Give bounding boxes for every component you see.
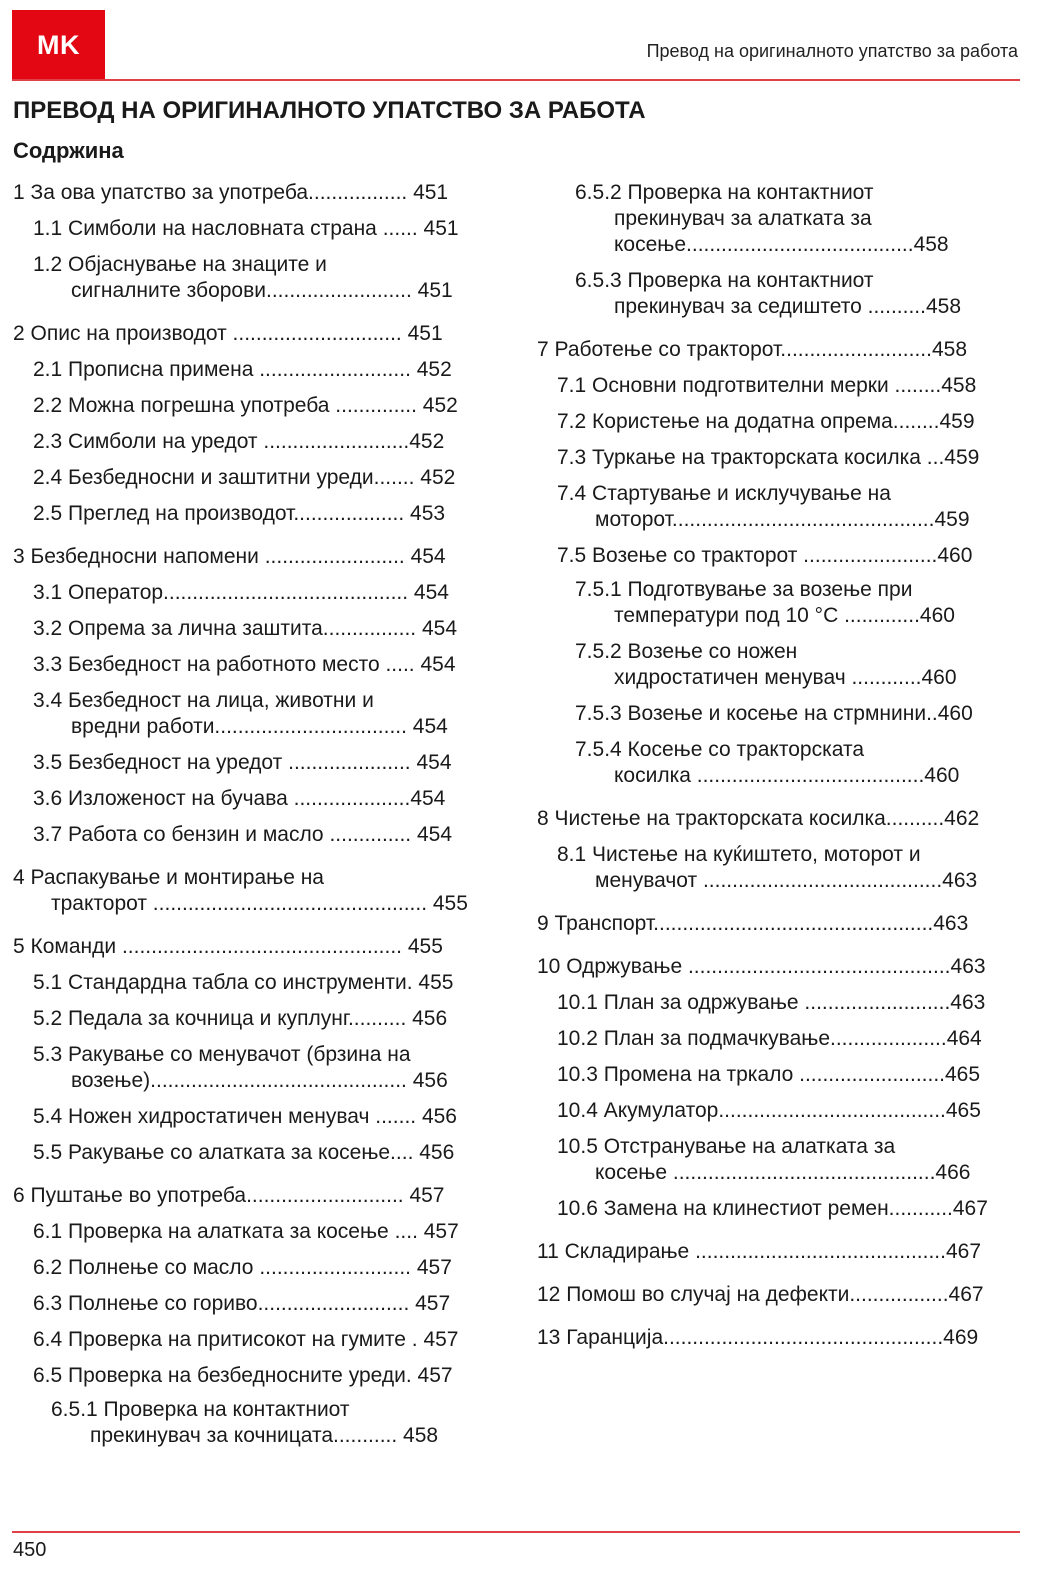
toc-entry[interactable] xyxy=(13,786,503,812)
toc-entry[interactable] xyxy=(13,750,503,776)
toc-entry-label: 6 Пуштање во употреба........................... 457 xyxy=(13,1184,445,1207)
toc-entry-label: 7.4 Стартување и исклучување на xyxy=(557,482,891,505)
toc-entry[interactable] xyxy=(13,465,503,491)
toc-entry-label: 7.5.1 Подготвување за возење при xyxy=(575,578,913,601)
toc-entry-label: 1 За ова упатство за употреба................. 451 xyxy=(13,181,449,204)
toc-entry[interactable] xyxy=(13,252,503,304)
toc-entry-continuation: прекинувач за алатката за xyxy=(614,207,872,230)
toc-entry[interactable] xyxy=(537,911,1027,937)
toc-entry[interactable] xyxy=(537,577,1027,629)
toc-entry[interactable] xyxy=(13,1104,503,1130)
toc-entry-label: 13 Гаранција................................................469 xyxy=(537,1326,979,1349)
toc-entry[interactable] xyxy=(13,1327,503,1353)
toc-entry-label: 7.5.4 Косење со тракторската xyxy=(575,738,865,761)
toc-entry[interactable] xyxy=(537,737,1027,789)
toc-heading: Содржина xyxy=(13,138,124,163)
toc-entry-label: 7 Работење со тракторот..........................458 xyxy=(537,338,968,361)
language-badge: MK xyxy=(12,10,105,80)
toc-entry[interactable] xyxy=(537,701,1027,727)
toc-entry-label: 6.5.1 Проверка на контактниот xyxy=(51,1398,350,1421)
toc-entry[interactable] xyxy=(13,1140,503,1166)
toc-entry-label: 3.7 Работа со бензин и масло .............. 454 xyxy=(33,823,453,846)
toc-entry[interactable] xyxy=(537,990,1027,1016)
toc-entry-continuation: температури под 10 °C .............460 xyxy=(614,604,955,627)
toc-entry[interactable] xyxy=(537,1026,1027,1052)
toc-entry[interactable] xyxy=(13,357,503,383)
toc-entry-label: 5 Команди ................................................ 455 xyxy=(13,935,443,958)
toc-entry-label: 10.4 Акумулатор.......................................465 xyxy=(557,1099,981,1122)
toc-entry[interactable] xyxy=(537,842,1027,894)
toc-entry[interactable] xyxy=(537,639,1027,691)
toc-entry[interactable] xyxy=(537,373,1027,399)
toc-entry[interactable] xyxy=(13,616,503,642)
toc-entry[interactable] xyxy=(13,970,503,996)
toc-entry-label: 5.3 Ракување со менувачот (брзина на xyxy=(33,1043,411,1066)
toc-entry-continuation: вредни работи................................. 454 xyxy=(71,715,448,738)
toc-entry[interactable] xyxy=(537,481,1027,533)
toc-entry-continuation: тракторот ............................................... 455 xyxy=(51,892,468,915)
toc-entry-label: 10.3 Промена на тркало .........................465 xyxy=(557,1063,981,1086)
toc-entry-label: 6.5 Проверка на безбедносните уреди. 457 xyxy=(33,1364,453,1387)
toc-entry[interactable] xyxy=(13,1042,503,1094)
toc-entry-label: 10.1 План за одржување .........................463 xyxy=(557,991,986,1014)
toc-entry[interactable] xyxy=(13,216,503,242)
toc-entry[interactable] xyxy=(13,1291,503,1317)
toc-entry-label: 7.5.3 Возење и косење на стрмнини..460 xyxy=(575,702,973,725)
toc-entry-label: 6.1 Проверка на алатката за косење .... 457 xyxy=(33,1220,459,1243)
toc-entry[interactable] xyxy=(537,337,1027,363)
toc-entry[interactable] xyxy=(13,544,503,570)
toc-entry-label: 3.1 Оператор.......................................... 454 xyxy=(33,581,449,604)
toc-entry-continuation: косење.......................................458 xyxy=(614,233,949,256)
toc-entry[interactable] xyxy=(13,1255,503,1281)
toc-entry-label: 6.5.2 Проверка на контактниот xyxy=(575,181,874,204)
toc-entry-continuation: менувачот .........................................463 xyxy=(595,869,978,892)
toc-entry[interactable] xyxy=(13,180,503,206)
toc-entry[interactable] xyxy=(537,543,1027,569)
toc-entry-continuation: прекинувач за седиштето ..........458 xyxy=(614,295,961,318)
toc-entry[interactable] xyxy=(13,580,503,606)
toc-right-column xyxy=(537,180,1027,1351)
toc-entry-label: 6.4 Проверка на притисокот на гумите . 457 xyxy=(33,1328,459,1351)
toc-entry-continuation: моторот.............................................459 xyxy=(595,508,970,531)
toc-entry[interactable] xyxy=(537,1196,1027,1222)
toc-entry-continuation: косилка .......................................460 xyxy=(614,764,960,787)
toc-entry-label: 10.2 План за подмачкување....................464 xyxy=(557,1027,982,1050)
toc-entry-label: 2.1 Прописна примена .......................... 452 xyxy=(33,358,452,381)
toc-entry-label: 2.4 Безбедносни и заштитни уреди....... 452 xyxy=(33,466,456,489)
toc-entry[interactable] xyxy=(537,1239,1027,1265)
toc-entry-label: 10 Одржување .............................................463 xyxy=(537,955,986,978)
toc-entry[interactable] xyxy=(13,429,503,455)
toc-entry-label: 2 Опис на производот ............................. 451 xyxy=(13,322,443,345)
toc-entry-label: 6.3 Полнење со гориво.......................... 457 xyxy=(33,1292,451,1315)
toc-entry[interactable] xyxy=(13,822,503,848)
toc-entry[interactable] xyxy=(13,393,503,419)
toc-entry[interactable] xyxy=(537,806,1027,832)
toc-entry[interactable] xyxy=(13,688,503,740)
toc-entry-continuation: хидростатичен менувач ............460 xyxy=(614,666,957,689)
toc-entry-label: 2.3 Симболи на уредот .........................452 xyxy=(33,430,445,453)
toc-entry-label: 12 Помош во случај на дефекти.................467 xyxy=(537,1283,984,1306)
page-number: 450 xyxy=(13,1539,47,1561)
toc-entry[interactable] xyxy=(13,1219,503,1245)
toc-entry-label: 6.5.3 Проверка на контактниот xyxy=(575,269,874,292)
toc-entry[interactable] xyxy=(13,501,503,527)
toc-entry-label: 4 Распакување и монтирање на xyxy=(13,866,324,889)
toc-entry-label: 5.4 Ножен хидростатичен менувач ....... 456 xyxy=(33,1105,457,1128)
toc-entry[interactable] xyxy=(13,652,503,678)
toc-entry-label: 7.5.2 Возење со ножен xyxy=(575,640,798,663)
toc-entry-label: 7.3 Туркање на тракторската косилка ...459 xyxy=(557,446,980,469)
toc-entry[interactable] xyxy=(537,1134,1027,1186)
toc-entry-label: 11 Складирање ...........................................467 xyxy=(537,1240,981,1263)
toc-entry-label: 8.1 Чистење на куќиштето, моторот и xyxy=(557,843,921,866)
footer-divider xyxy=(12,1531,1020,1533)
toc-entry-label: 9 Транспорт................................................463 xyxy=(537,912,969,935)
toc-entry[interactable] xyxy=(537,180,1027,258)
header-divider xyxy=(12,79,1020,81)
toc-entry-label: 10.6 Замена на клинестиот ремен...........467 xyxy=(557,1197,988,1220)
toc-left-column xyxy=(13,180,503,1449)
toc-entry-label: 5.5 Ракување со алатката за косење.... 456 xyxy=(33,1141,455,1164)
toc-entry[interactable] xyxy=(537,954,1027,980)
toc-entry-label: 7.5 Возење со тракторот .......................460 xyxy=(557,544,973,567)
toc-entry[interactable] xyxy=(537,1062,1027,1088)
toc-entry-continuation: косење .............................................466 xyxy=(595,1161,971,1184)
toc-entry[interactable] xyxy=(13,321,503,347)
toc-entry[interactable] xyxy=(537,1325,1027,1351)
toc-entry-label: 1.1 Симболи на насловната страна ...... 451 xyxy=(33,217,459,240)
toc-entry-label: 3.2 Опрема за лична заштита................ 454 xyxy=(33,617,458,640)
header-title: Превод на оригиналното упатство за работа xyxy=(646,41,1018,61)
toc-entry[interactable] xyxy=(537,409,1027,435)
toc-entry-label: 5.1 Стандардна табла со инструменти. 455 xyxy=(33,971,454,994)
toc-entry-label: 7.1 Основни подготвителни мерки ........458 xyxy=(557,374,977,397)
document-title: ПРЕВОД НА ОРИГИНАЛНОТО УПАТСТВО ЗА РАБОТА xyxy=(13,97,646,124)
toc-entry[interactable] xyxy=(537,1098,1027,1124)
toc-entry[interactable] xyxy=(13,934,503,960)
toc-entry-label: 3.5 Безбедност на уредот ..................... 454 xyxy=(33,751,452,774)
toc-entry-label: 3.3 Безбедност на работното место ..... 454 xyxy=(33,653,456,676)
toc-entry[interactable] xyxy=(13,1006,503,1032)
toc-entry-label: 6.2 Полнење со масло .......................... 457 xyxy=(33,1256,452,1279)
toc-entry-label: 10.5 Отстранување на алатката за xyxy=(557,1135,896,1158)
toc-entry[interactable] xyxy=(13,865,503,917)
toc-entry[interactable] xyxy=(13,1183,503,1209)
toc-entry-label: 5.2 Педала за кочница и куплунг.......... 456 xyxy=(33,1007,448,1030)
toc-entry-label: 2.5 Преглед на производот................... 453 xyxy=(33,502,446,525)
toc-entry-continuation: сигналните зборови......................... 451 xyxy=(71,279,453,302)
toc-entry[interactable] xyxy=(537,1282,1027,1308)
toc-entry-continuation: возење)............................................ 456 xyxy=(71,1069,448,1092)
toc-entry[interactable] xyxy=(537,268,1027,320)
toc-entry-label: 8 Чистење на тракторската косилка..........462 xyxy=(537,807,980,830)
toc-entry-label: 3.4 Безбедност на лица, животни и xyxy=(33,689,374,712)
toc-entry[interactable] xyxy=(13,1397,503,1449)
toc-entry-label: 3.6 Изложеност на бучава ....................454 xyxy=(33,787,446,810)
toc-entry[interactable] xyxy=(13,1363,503,1389)
toc-entry-continuation: прекинувач за кочницата........... 458 xyxy=(90,1424,439,1447)
toc-entry-label: 7.2 Користење на додатна опрема........459 xyxy=(557,410,975,433)
toc-entry-label: 3 Безбедносни напомени ........................ 454 xyxy=(13,545,446,568)
toc-entry-label: 2.2 Можна погрешна употреба .............. 452 xyxy=(33,394,458,417)
toc-entry[interactable] xyxy=(537,445,1027,471)
toc-entry-label: 1.2 Објаснување на знаците и xyxy=(33,253,327,276)
